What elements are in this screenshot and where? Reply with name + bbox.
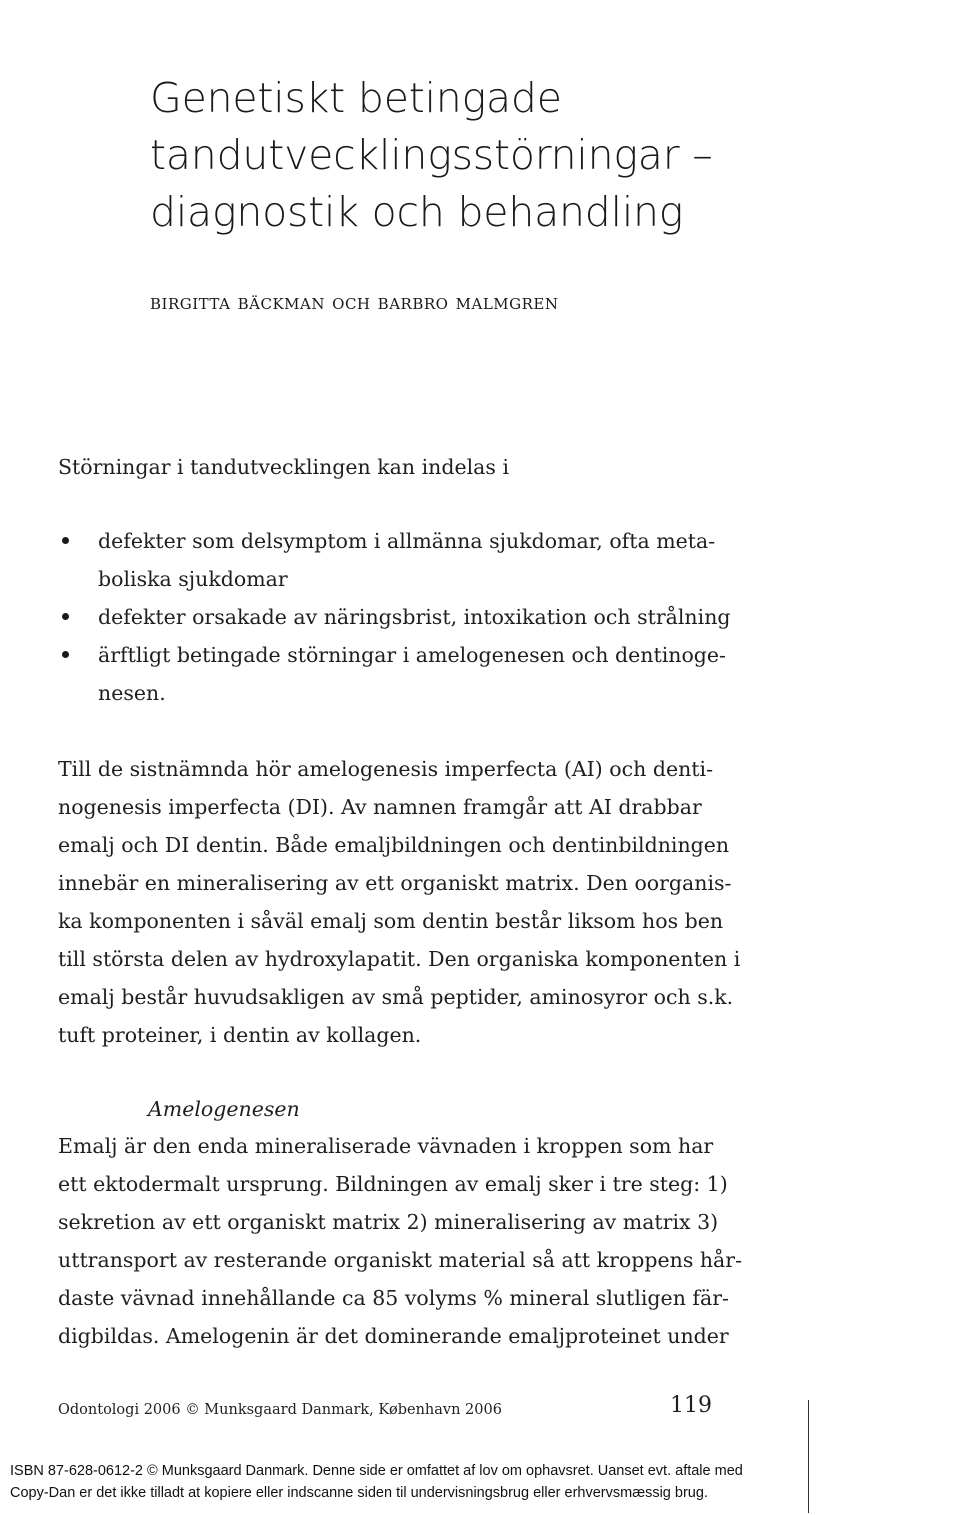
- paragraph-line: tuft proteiner, i dentin av kollagen.: [58, 1023, 422, 1047]
- title-line: diagnostik och behandling: [150, 188, 684, 236]
- bullet-icon: [62, 651, 69, 658]
- title-line: tandutvecklingsstörningar –: [150, 131, 713, 179]
- copyright-notice-line: ISBN 87-628-0612-2 © Munksgaard Danmark. Denne side er omfattet af lov om ophavsret. Uanset evt. aftale med: [10, 1463, 743, 1479]
- list-item: [58, 598, 818, 636]
- list-item-text: defekter som delsymptom i allmänna sjukdomar, ofta meta-: [98, 529, 716, 553]
- list-item: [58, 522, 818, 560]
- bullet-icon: [62, 613, 69, 620]
- authors-line: birgitta bäckman och barbro malmgren: [150, 290, 559, 314]
- intro-text: Störningar i tandutvecklingen kan indelas i: [58, 455, 509, 479]
- copyright-notice-line: Copy-Dan er det ikke tilladt at kopiere eller indscanne siden til undervisningsbrug eller erhvervsmæssig brug.: [10, 1485, 708, 1501]
- bullet-icon: [62, 537, 69, 544]
- list-item-text: boliska sjukdomar: [98, 567, 288, 591]
- bullet-list: [58, 522, 818, 712]
- paragraph-line: daste vävnad innehållande ca 85 volyms % mineral slutligen fär-: [58, 1286, 729, 1310]
- section-subheading: Amelogenesen: [148, 1097, 300, 1121]
- paragraph-line: innebär en mineralisering av ett organiskt matrix. Den oorganis-: [58, 871, 732, 895]
- paragraph-line: Emalj är den enda mineraliserade vävnaden i kroppen som har: [58, 1134, 714, 1158]
- journal-footer: Odontologi 2006 © Munksgaard Danmark, København 2006: [58, 1402, 502, 1418]
- paragraph-line: ka komponenten i såväl emalj som dentin består liksom hos ben: [58, 909, 724, 933]
- page-number: 119: [670, 1393, 712, 1418]
- paragraph-line: Till de sistnämnda hör amelogenesis imperfecta (AI) och denti-: [58, 757, 714, 781]
- list-item: [58, 636, 818, 674]
- list-item-text: ärftligt betingade störningar i amelogenesen och dentinoge-: [98, 643, 726, 667]
- paragraph-line: emalj och DI dentin. Både emaljbildningen och dentinbildningen: [58, 833, 730, 857]
- paragraph-line: nogenesis imperfecta (DI). Av namnen framgår att AI drabbar: [58, 795, 702, 819]
- paragraph-line: ett ektodermalt ursprung. Bildningen av emalj sker i tre steg: 1): [58, 1172, 728, 1196]
- paragraph-line: digbildas. Amelogenin är det dominerande emaljproteinet under: [58, 1324, 729, 1348]
- paragraph-line: till största delen av hydroxylapatit. Den organiska komponenten i: [58, 947, 741, 971]
- paragraph-line: emalj består huvudsakligen av små peptider, aminosyror och s.k.: [58, 985, 734, 1009]
- list-item-continuation: [58, 560, 818, 598]
- margin-rule: [808, 1400, 809, 1513]
- paragraph-line: sekretion av ett organiskt matrix 2) mineralisering av matrix 3): [58, 1210, 719, 1234]
- paragraph-2: [58, 1127, 742, 1355]
- list-item-continuation: [58, 674, 818, 712]
- paragraph-1: [58, 750, 740, 1054]
- list-item-text: nesen.: [98, 681, 166, 705]
- paragraph-line: uttransport av resterande organiskt material så att kroppens hår-: [58, 1248, 743, 1272]
- title-line: Genetiskt betingade: [150, 74, 562, 122]
- list-item-text: defekter orsakade av näringsbrist, intoxikation och strålning: [98, 605, 731, 629]
- page-title: [150, 70, 910, 241]
